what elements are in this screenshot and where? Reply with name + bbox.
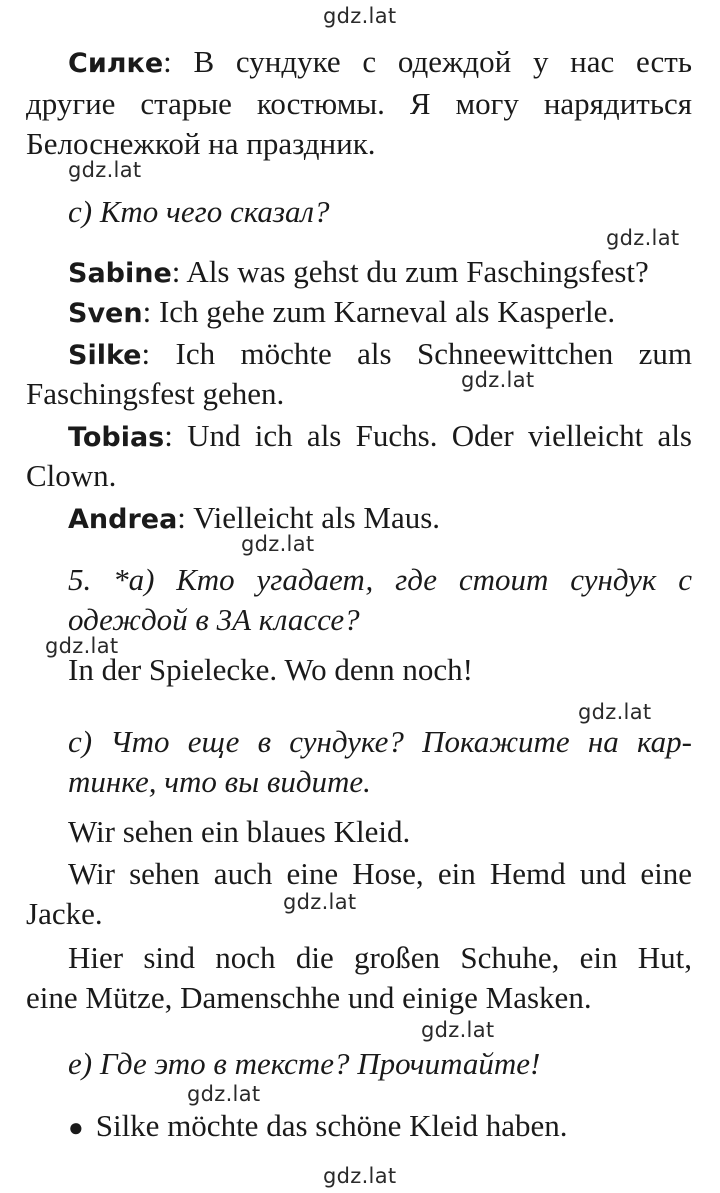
answer-line: Hier sind noch die großen Schuhe, ein Hut,: [68, 940, 692, 975]
speaker-name: Silke: [68, 340, 142, 371]
speaker-name: Sven: [68, 298, 143, 329]
answer-line: eine Mütze, Damenschhe und einige Masken.: [26, 980, 592, 1015]
watermark: gdz.lat: [187, 1082, 261, 1106]
watermark: gdz.lat: [606, 226, 680, 250]
watermark: gdz.lat: [578, 700, 652, 724]
dialog-line: другие старые костюмы. Я могу нарядиться: [26, 86, 692, 121]
bullet-icon: ●: [68, 1113, 84, 1142]
dialog-line: Andrea: Vielleicht als Maus.: [68, 500, 441, 535]
task-heading: 5. *a) Кто угадает, где стоит сундук с: [68, 562, 692, 597]
watermark: gdz.lat: [461, 368, 535, 392]
task-heading: c) Кто чего сказал?: [68, 194, 330, 229]
task-heading: c) Что еще в сундуке? Покажите на кар-: [68, 724, 692, 759]
answer-line: In der Spielecke. Wo denn noch!: [68, 652, 473, 687]
task-heading: одеждой в 3А классе?: [68, 602, 360, 637]
dialog-line: Sabine: Als was gehst du zum Faschingsfest?: [68, 254, 649, 289]
task-heading: e) Где это в тексте? Прочитайте!: [68, 1046, 541, 1081]
answer-line: Wir sehen ein blaues Kleid.: [68, 814, 411, 849]
speaker-name: Sabine: [68, 258, 172, 289]
dialog-line: Tobias: Und ich als Fuchs. Oder vielleicht als: [68, 418, 692, 453]
speaker-name: Tobias: [68, 422, 165, 453]
bullet-item: ● Silke möchte das schöne Kleid haben.: [68, 1108, 568, 1143]
dialog-line: Силке: В сундуке с одеждой у нас есть: [68, 44, 692, 79]
dialog-line: Sven: Ich gehe zum Karneval als Kasperle.: [68, 294, 616, 329]
task-heading: тинке, что вы видите.: [68, 764, 371, 799]
dialog-line: Белоснежкой на праздник.: [26, 126, 376, 161]
watermark: gdz.lat: [45, 634, 119, 658]
watermark: gdz.lat: [421, 1018, 495, 1042]
dialog-line: Faschingsfest gehen.: [26, 376, 285, 411]
watermark: gdz.lat: [241, 532, 315, 556]
watermark: gdz.lat: [323, 1164, 397, 1188]
dialog-line: Clown.: [26, 458, 117, 493]
answer-line: Wir sehen auch eine Hose, ein Hemd und eine: [68, 856, 692, 891]
speaker-name: Силке: [68, 48, 164, 79]
answer-line: Jacke.: [26, 896, 103, 931]
dialog-line: Silke: Ich möchte als Schneewittchen zum: [68, 336, 692, 371]
watermark: gdz.lat: [68, 158, 142, 182]
speaker-name: Andrea: [68, 504, 178, 535]
watermark: gdz.lat: [323, 4, 397, 28]
watermark: gdz.lat: [283, 890, 357, 914]
